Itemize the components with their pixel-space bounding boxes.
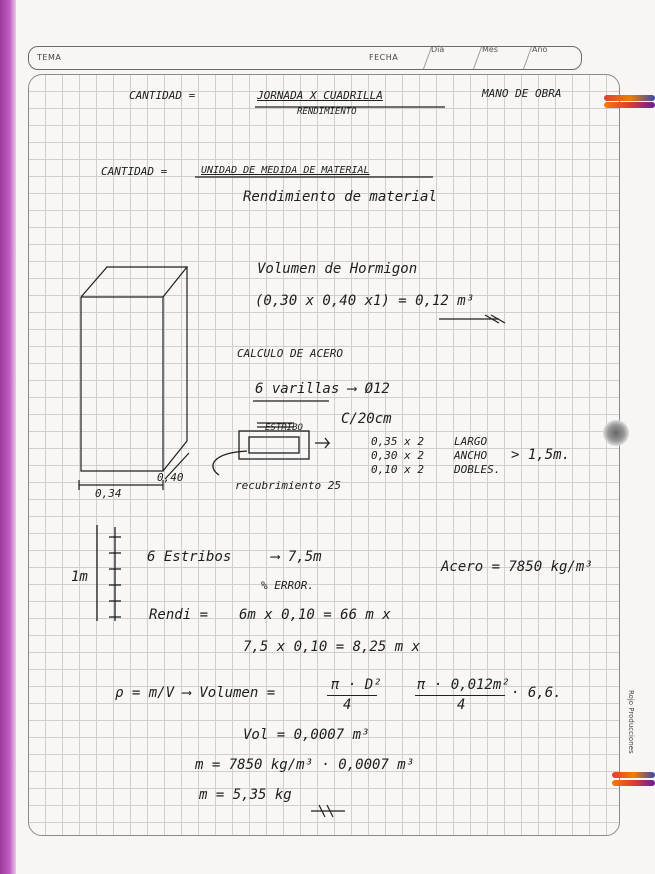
hand-sketches [29, 75, 619, 835]
note-rendi-2: 7,5 x 0,10 = 8,25 m x [243, 639, 421, 655]
note-estribo-2: 0,30 x 2 [371, 449, 424, 462]
note-ancho: ANCHO [454, 449, 488, 462]
note-unidad-medida: UNIDAD DE MEDIDA DE MATERIAL [201, 165, 370, 176]
ano-label: Año [532, 45, 548, 54]
note-estribo-3: 0,10 x 2 [371, 463, 424, 476]
note-calculo-acero: CALCULO DE ACERO [237, 347, 343, 360]
length-scale [97, 525, 121, 621]
note-vol-eq-mult: · 6,6. [511, 685, 562, 701]
note-largo: LARGO [454, 435, 488, 448]
note-dim-034: 0,34 [95, 487, 122, 500]
note-rendi-1: 6m x 0,10 = 66 m x [239, 607, 391, 623]
note-estribo-1: 0,35 x 2 [371, 435, 424, 448]
note-estribo-label: ESTRIBO [265, 423, 303, 433]
note-separacion: C/20cm [341, 411, 392, 427]
ribbon-top-2 [604, 102, 655, 108]
brand-label: Rojo Producciones [627, 690, 635, 754]
note-recubrimiento: recubrimiento 25 [235, 479, 341, 492]
note-cantidad-1: CANTIDAD = [129, 89, 196, 102]
note-mano-de-obra: MANO DE OBRA [482, 87, 562, 100]
grid-notes-area [28, 74, 620, 836]
note-total-length: > 1,5m. [511, 447, 571, 463]
note-rendimiento-small: RENDIMIENTO [297, 107, 357, 117]
annotation-lines [195, 107, 505, 817]
note-estribos-length: ⟶ 7,5m [271, 549, 322, 565]
mes-label: Mes [482, 45, 498, 54]
note-dobles: DOBLES. [454, 463, 501, 476]
note-dim-040: 0,40 [157, 471, 184, 484]
note-varillas: 6 varillas ⟶ Ø12 [255, 381, 390, 397]
note-jornada: JORNADA X CUADRILLA [257, 89, 383, 102]
date-divider [473, 47, 482, 69]
tema-label: TEMA [37, 53, 62, 62]
notebook-binding [0, 0, 16, 874]
note-rho-formula: ρ = m/V ⟶ Volumen = [115, 685, 276, 701]
dia-label: Día [431, 45, 445, 54]
note-mass-formula: m = 7850 kg/m³ · 0,0007 m³ [195, 757, 415, 773]
note-length-1m: 1m [71, 569, 88, 585]
note-acero-density: Acero = 7850 kg/m³ [441, 559, 593, 575]
ribbon-bottom [612, 772, 655, 778]
note-rendi-label: Rendi = [149, 607, 209, 623]
date-divider [523, 47, 532, 69]
note-error: % ERROR. [261, 579, 314, 592]
fecha-label: FECHA [369, 53, 399, 62]
page-header [28, 46, 582, 70]
note-vol-eq-num2: π · 0,012m² [417, 677, 510, 693]
note-mass-result: m = 5,35 kg [199, 787, 292, 803]
note-cantidad-2: CANTIDAD = [101, 165, 168, 178]
note-estribos-count: 6 Estribos [147, 549, 232, 565]
ribbon-bottom-2 [612, 780, 655, 786]
note-volumen-formula: (0,30 x 0,40 x1) = 0,12 m³ [255, 293, 475, 309]
note-vol-result: Vol = 0,0007 m³ [243, 727, 370, 743]
ribbon-top [604, 95, 655, 101]
note-volumen-hormigon: Volumen de Hormigon [257, 261, 418, 277]
note-vol-eq-den2: 4 [457, 697, 466, 713]
binder-hole [603, 420, 629, 446]
note-rendimiento-material: Rendimiento de material [243, 189, 437, 205]
date-divider [423, 47, 432, 69]
column-sketch [79, 267, 189, 490]
note-vol-eq-num: π · D² [331, 677, 382, 693]
note-vol-eq-den: 4 [343, 697, 352, 713]
stirrup-sketch [213, 423, 329, 475]
